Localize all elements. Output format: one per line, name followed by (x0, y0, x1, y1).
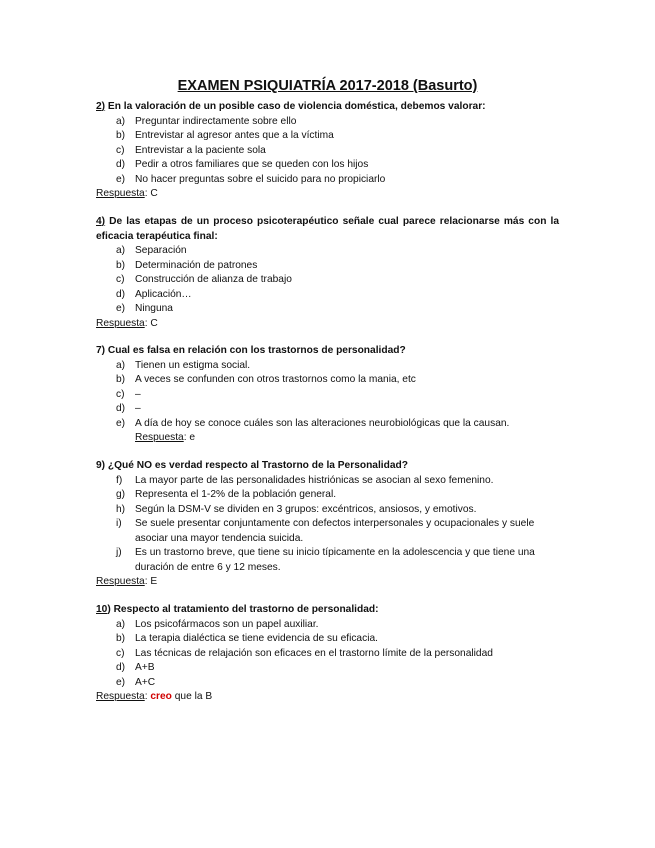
option-list (96, 244, 559, 317)
option-a: a) Los psicofármacos son un papel auxiliar. (116, 618, 319, 630)
option-c: c) Entrevistar a la paciente sola (116, 144, 266, 156)
option-b: b) Determinación de patrones (116, 259, 258, 271)
option-d: d) Pedir a otros familiares que se queden con los hijos (116, 159, 369, 170)
answer-line: Respuesta: E (96, 576, 158, 587)
option-g: g) Representa el 1-2% de la población general. (116, 489, 337, 500)
answer-line: Respuesta: C (96, 317, 158, 329)
question-text: 7) Cual es falsa en relación con los trastornos de personalidad? (96, 345, 406, 356)
option-a: a) Tienen un estigma social. (116, 359, 251, 371)
question-text: 2) En la valoración de un posible caso de violencia doméstica, debemos valorar: (96, 101, 486, 112)
option-c: c) Las técnicas de relajación son eficaces en el trastorno límite de la personalidad (116, 647, 493, 659)
question-2 (96, 100, 559, 202)
option-list (96, 359, 559, 432)
option-d: d) – (116, 403, 141, 414)
option-e: e) Ninguna (116, 303, 173, 314)
question-text: 10) Respecto al tratamiento del trastorno de personalidad: (96, 604, 379, 615)
option-list (96, 618, 559, 691)
option-e: e) A día de hoy se conoce cuáles son las alteraciones neurobiológicas que la causan. (116, 417, 510, 429)
option-list (96, 474, 559, 576)
question-text: 4) De las etapas de un proceso psicoterapéutico señale cual parece relacionarse más con la eficacia terapéutica final: (96, 216, 559, 242)
option-i: i) Se suele presentar conjuntamente con defectos interpersonales y ocupacionales y suele asociar una mayor tendencia suicida. (116, 518, 535, 544)
answer-value: C (150, 188, 158, 199)
question-text: 9) ¿Qué NO es verdad respecto al Trastorno de la Personalidad? (96, 460, 408, 471)
answer-value: que la B (171, 691, 213, 702)
answer-value: E (150, 576, 158, 587)
option-b: b) A veces se confunden con otros trastornos como la mania, etc (116, 374, 416, 385)
option-c: c) – (116, 388, 141, 400)
option-h: h) Según la DSM-V se dividen en 3 grupos: excéntricos, ansiosos, y emotivos. (116, 503, 477, 515)
option-list (96, 115, 559, 188)
question-7 (96, 344, 559, 446)
option-c: c) Construcción de alianza de trabajo (116, 274, 292, 285)
option-e: e) No hacer preguntas sobre el suicido para no propiciarlo (116, 173, 386, 185)
option-b: b) La terapia dialéctica se tiene evidencia de su eficacia. (116, 633, 378, 644)
option-j: j) Es un trastorno breve, que tiene su inicio típicamente en la adolescencia y que tiene una duración de entre 6 y 12 meses. (116, 547, 535, 573)
question-number: 10 (96, 604, 108, 615)
option-d: d) A+B (116, 662, 155, 673)
question-number: 7 (96, 345, 102, 356)
answer-line: Respuesta: C (96, 188, 158, 199)
question-number: 2 (96, 101, 102, 112)
answer-line: Respuesta: creo que la B (96, 691, 213, 702)
option-d: d) Aplicación… (116, 288, 192, 300)
exam-title: EXAMEN PSIQUIATRÍA 2017-2018 (Basurto) (177, 78, 478, 94)
question-4 (96, 215, 559, 331)
answer-value: e (189, 432, 196, 443)
answer-highlight: creo (150, 691, 172, 702)
option-e: e) A+C (116, 676, 156, 688)
option-a: a) Preguntar indirectamente sobre ello (116, 115, 297, 127)
question-9 (96, 459, 559, 590)
option-f: f) La mayor parte de las personalidades histriónicas se asocian al sexo femenino. (116, 474, 494, 486)
option-a: a) Separación (116, 245, 187, 256)
answer-line: Respuesta: e (135, 432, 196, 443)
option-b: b) Entrevistar al agresor antes que a la víctima (116, 130, 334, 141)
question-number: 9 (96, 460, 102, 471)
question-10 (96, 603, 559, 705)
question-number: 4 (96, 216, 102, 227)
answer-value: C (150, 317, 158, 329)
